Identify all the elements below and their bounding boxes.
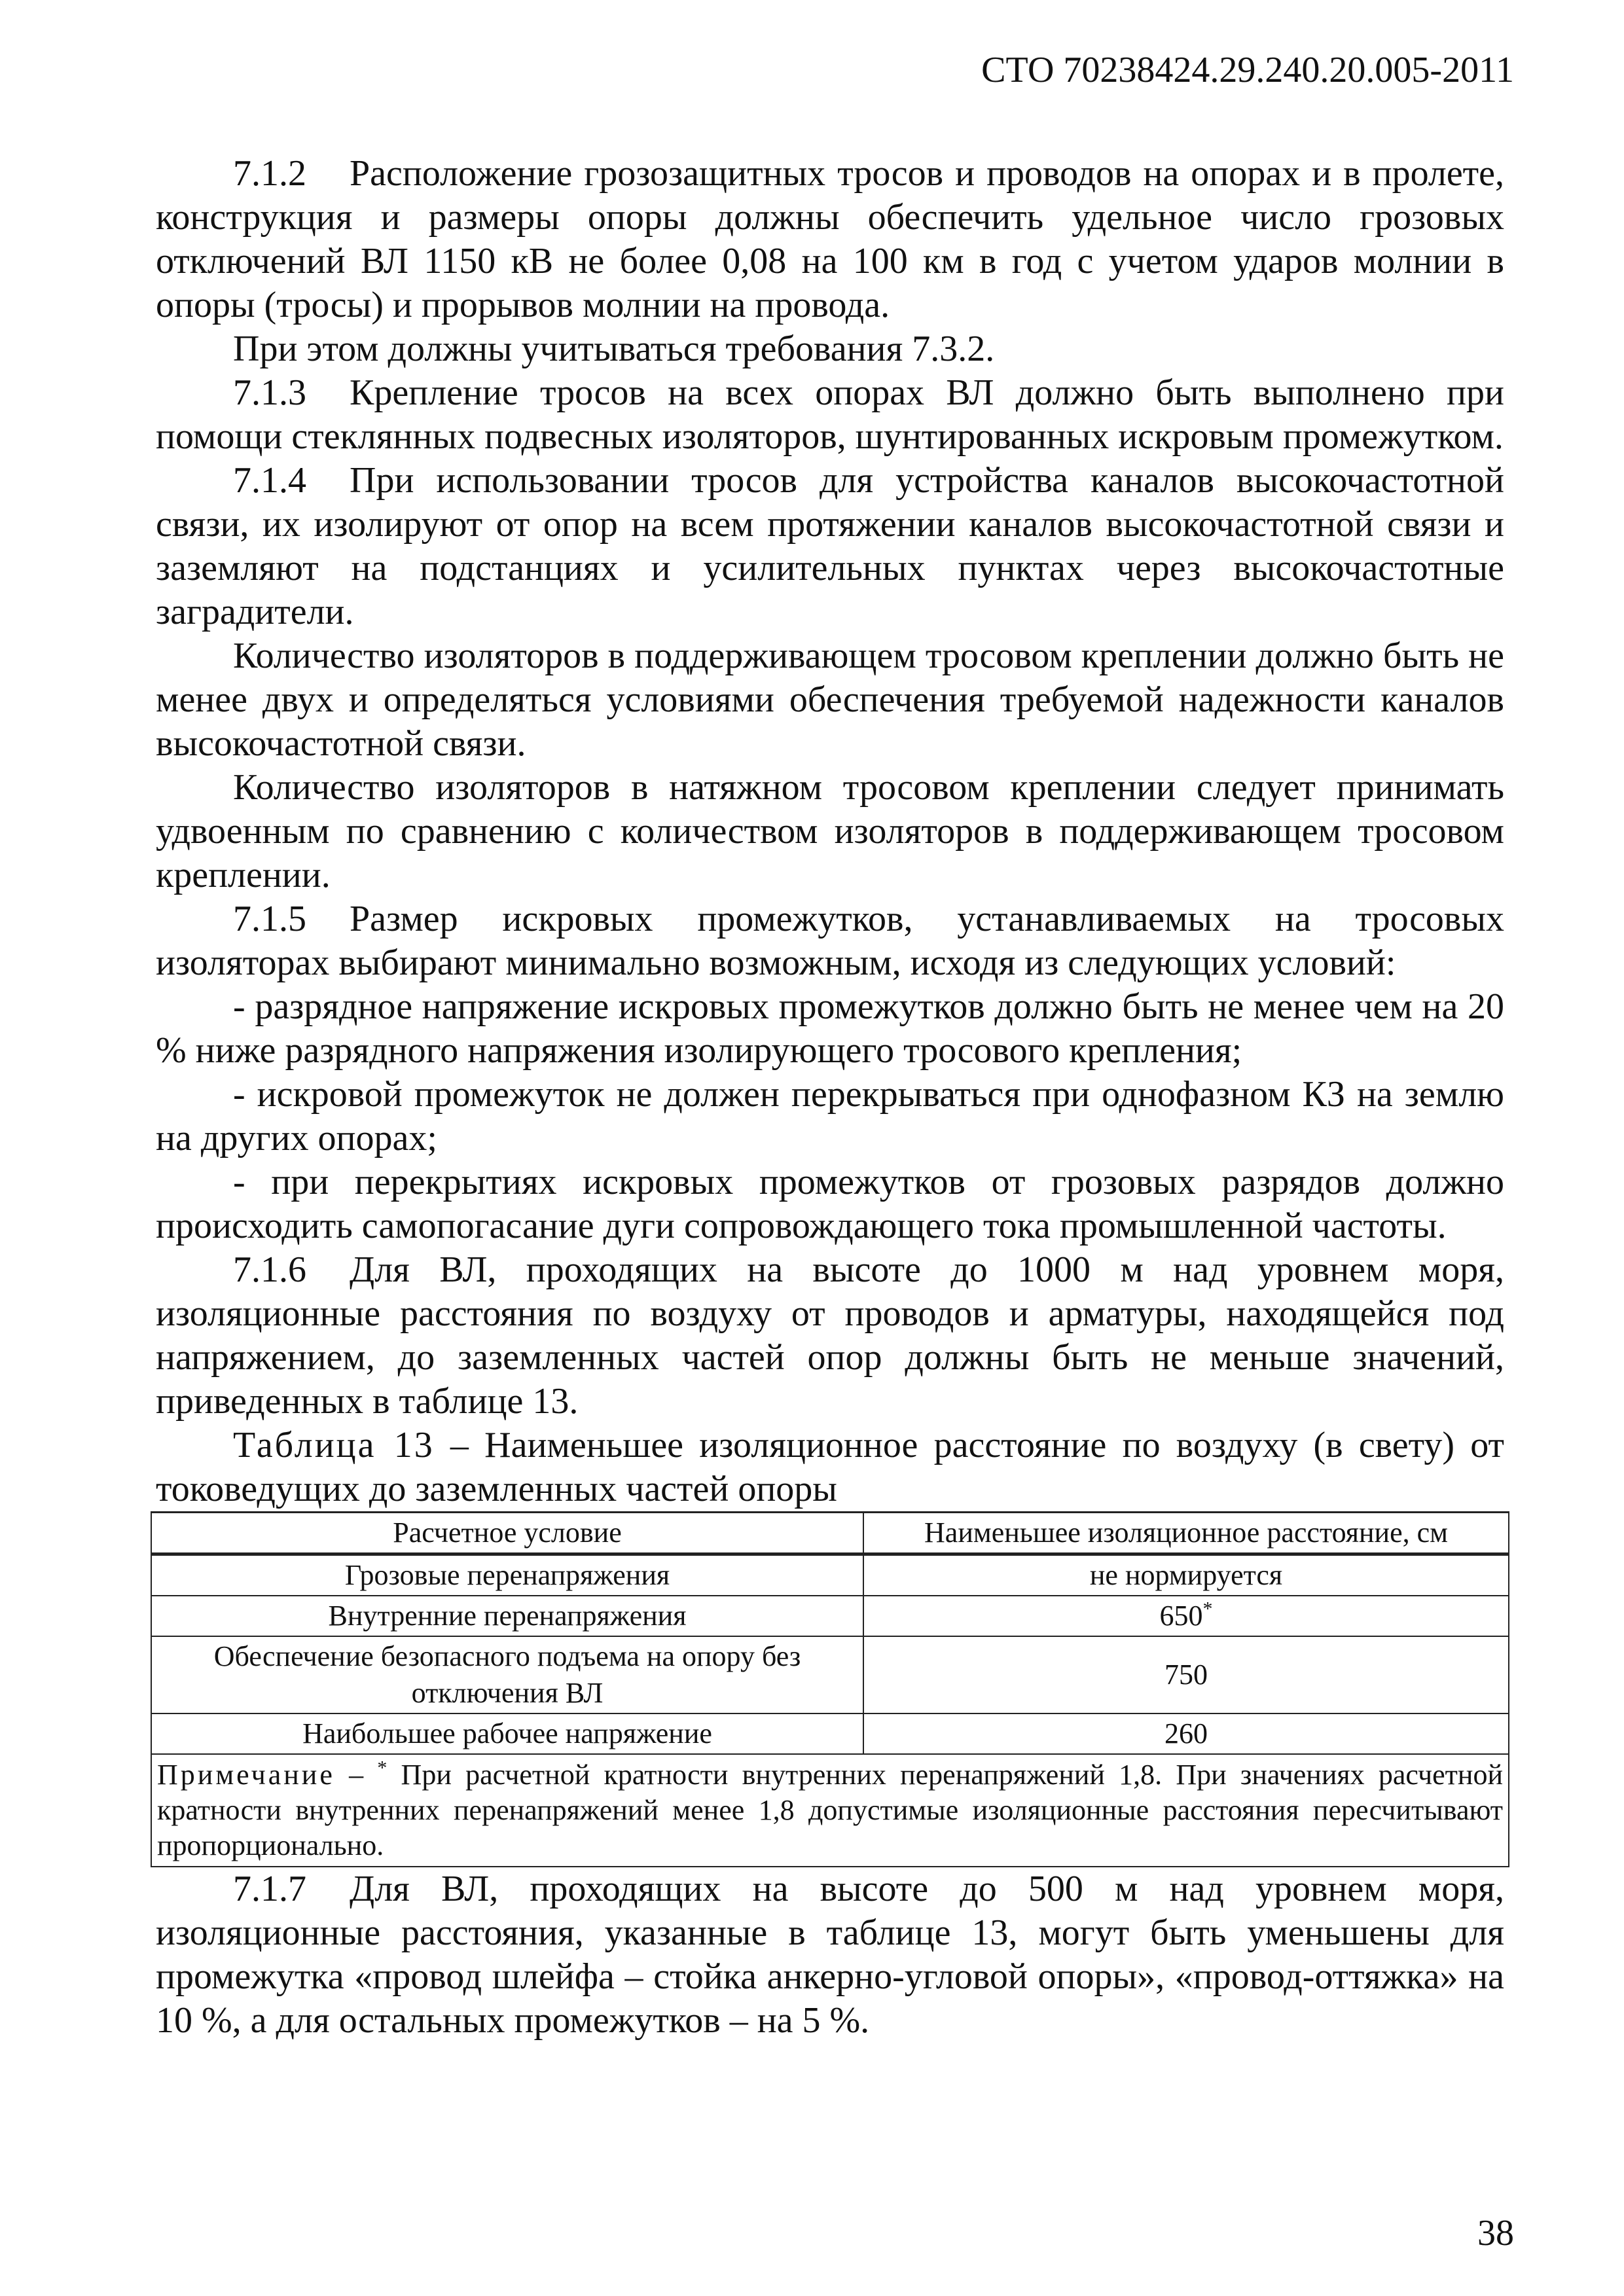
value-text: 650 — [1159, 1600, 1203, 1632]
paragraph — [156, 327, 1504, 371]
footnote-mark: * — [1202, 1598, 1213, 1620]
clause-number: 7.1.3 — [233, 372, 306, 413]
column-header-distance: Наименьшее изоляционное расстояние, см — [863, 1513, 1509, 1554]
list-item-text: - при перекрытиях искровых промежутков от грозовых разрядов должно происходить самопогасание дуги сопровождающего тока промышленной частоты. — [156, 1162, 1504, 1246]
paragraph — [156, 897, 1504, 985]
paragraph-text: Расположение грозозащитных тросов и проводов на опорах и в пролете, конструкция и размеры опоры должны обеспечить удельное число грозовых отключений ВЛ 1150 кВ не более 0,08 на 100 км в год с учетом ударов молнии в опоры (тросы) и прорывов молнии на провода. — [156, 153, 1504, 325]
paragraph-text: При использовании тросов для устройства каналов высокочастотной связи, их изолируют от опор на всем протяжении каналов высокочастотной связи и заземляют на подстанциях и усилительных пунктах через высокочастотные заградители. — [156, 460, 1504, 632]
paragraph-text: Количество изоляторов в поддерживающем тросовом креплении должно быть не менее двух и определяться условиями обеспечения требуемой надежности каналов высокочастотной связи. — [156, 636, 1504, 764]
condition-cell: Наибольшее рабочее напряжение — [151, 1713, 863, 1754]
paragraph-text: Крепление тросов на всех опорах ВЛ должно быть выполнено при помощи стеклянных подвесных изоляторов, шунтированных искровым промежутком. — [156, 372, 1504, 457]
paragraph-text: Для ВЛ, проходящих на высоте до 1000 м над уровнем моря, изоляционные расстояния по воздуху от проводов и арматуры, находящейся под напряжением, до заземленных частей опор должны быть не меньше значений, приведенных в таблице 13. — [156, 1249, 1504, 1422]
list-item — [156, 1073, 1504, 1160]
table-note-row — [151, 1754, 1509, 1867]
clause-number: 7.1.7 — [233, 1869, 306, 1909]
paragraph — [156, 371, 1504, 459]
note-text: При расчетной кратности внутренних перенапряжений 1,8. При значениях расчетной кратности внутренних перенапряжений менее 1,8 допустимые изоляционные расстояния пересчитывают пропорционально. — [157, 1759, 1503, 1861]
paragraph — [156, 766, 1504, 897]
list-item-text: - искровой промежуток не должен перекрываться при однофазном КЗ на землю на других опорах; — [156, 1074, 1504, 1158]
condition-cell: Обеспечение безопасного подъема на опору без отключения ВЛ — [151, 1636, 863, 1713]
table-header-row — [151, 1513, 1509, 1554]
value-text: 260 — [1164, 1717, 1208, 1749]
table-row — [151, 1596, 1509, 1636]
value-cell — [863, 1596, 1509, 1636]
paragraph — [156, 152, 1504, 327]
clause-number: 7.1.6 — [233, 1249, 306, 1290]
paragraph-text: Размер искровых промежутков, устанавливаемых на тросовых изоляторах выбирают минимально возможным, исходя из следующих условий: — [156, 899, 1504, 983]
note-footnote-mark: * — [377, 1757, 388, 1779]
value-cell — [863, 1554, 1509, 1596]
paragraph-text: При этом должны учитываться требования 7.3.2. — [233, 329, 995, 369]
paragraph-text: Для ВЛ, проходящих на высоте до 500 м над уровнем моря, изоляционные расстояния, указанные в таблице 13, могут быть уменьшены для промежутка «провод шлейфа – стойка анкерно-угловой опоры», «провод-оттяжка» на 10 %, а для остальных промежутков – на 5 %. — [156, 1869, 1504, 2041]
value-text: не нормируется — [1089, 1559, 1283, 1591]
list-item-text: - разрядное напряжение искровых промежутков должно быть не менее чем на 20 % ниже разрядного напряжения изолирующего тросового крепления; — [156, 986, 1504, 1071]
table-row — [151, 1636, 1509, 1713]
list-item — [156, 985, 1504, 1073]
condition-cell: Грозовые перенапряжения — [151, 1554, 863, 1596]
table-note — [151, 1754, 1509, 1867]
document-body — [156, 152, 1504, 2043]
paragraph — [156, 459, 1504, 634]
value-cell — [863, 1636, 1509, 1713]
paragraph — [156, 1867, 1504, 2043]
clause-number: 7.1.4 — [233, 460, 306, 501]
clause-number: 7.1.2 — [233, 153, 306, 194]
note-dash: – — [334, 1759, 378, 1791]
table-row — [151, 1554, 1509, 1596]
document-code: СТО 70238424.29.240.20.005-2011 — [981, 50, 1514, 90]
paragraph — [156, 634, 1504, 766]
value-cell — [863, 1713, 1509, 1754]
page-number: 38 — [1477, 2213, 1514, 2253]
clause-number: 7.1.5 — [233, 899, 306, 939]
condition-cell: Внутренние перенапряжения — [151, 1596, 863, 1636]
table-caption — [156, 1424, 1504, 1511]
note-label: Примечание — [157, 1759, 335, 1791]
data-table — [151, 1511, 1509, 1867]
paragraph — [156, 1248, 1504, 1424]
column-header-condition: Расчетное условие — [151, 1513, 863, 1554]
list-item — [156, 1160, 1504, 1248]
table-row — [151, 1713, 1509, 1754]
table-caption-text: – Наименьшее изоляционное расстояние по воздуху (в свету) от токоведущих до заземленных частей опоры — [156, 1425, 1504, 1509]
table-caption-label: Таблица 13 — [233, 1425, 435, 1465]
value-text: 750 — [1164, 1659, 1208, 1691]
paragraph-text: Количество изоляторов в натяжном тросовом креплении следует принимать удвоенным по сравнению с количеством изоляторов в поддерживающем тросовом креплении. — [156, 767, 1504, 895]
